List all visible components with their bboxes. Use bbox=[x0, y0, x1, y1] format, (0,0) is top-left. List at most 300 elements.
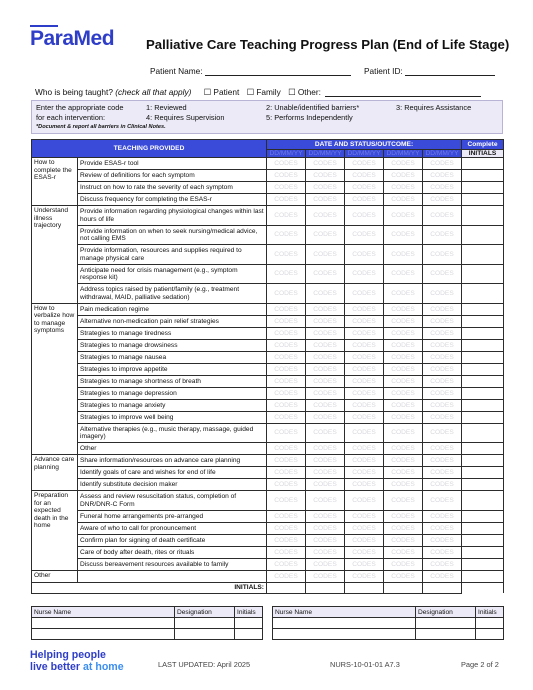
initials-entry-cell[interactable] bbox=[267, 582, 306, 593]
code-note: *Document & report all barriers in Clinical Notes. bbox=[36, 124, 166, 130]
table-row bbox=[32, 206, 504, 226]
code-entry-cell[interactable]: CODES bbox=[267, 479, 306, 491]
teaching-item: Strategies to manage tiredness bbox=[78, 327, 267, 339]
code-entry-cell[interactable]: CODES bbox=[384, 339, 423, 351]
table-row bbox=[32, 315, 504, 327]
code-entry-cell[interactable]: CODES bbox=[267, 351, 306, 363]
code-entry-cell[interactable]: CODES bbox=[345, 245, 384, 265]
code-entry-cell[interactable]: CODES bbox=[384, 351, 423, 363]
code-entry-cell[interactable]: CODES bbox=[384, 423, 423, 443]
nurse-name-cell[interactable] bbox=[32, 629, 175, 640]
code-entry-cell[interactable]: CODES bbox=[423, 479, 462, 491]
nurse-name-cell[interactable] bbox=[273, 629, 416, 640]
code-entry-cell[interactable]: CODES bbox=[384, 546, 423, 558]
teaching-item: Other bbox=[78, 443, 267, 455]
category-label: Understand illness trajectory bbox=[32, 206, 78, 304]
code-entry-cell[interactable]: CODES bbox=[345, 455, 384, 467]
code-entry-cell[interactable]: CODES bbox=[384, 245, 423, 265]
code-entry-cell[interactable]: CODES bbox=[306, 570, 345, 582]
complete-initials-cell[interactable] bbox=[462, 206, 504, 226]
empty-cell bbox=[462, 582, 504, 593]
code-entry-cell[interactable]: CODES bbox=[384, 510, 423, 522]
date-entry-header: DD/MM/YY bbox=[306, 150, 345, 158]
code-entry-cell[interactable]: CODES bbox=[306, 375, 345, 387]
code-entry-cell[interactable]: CODES bbox=[384, 387, 423, 399]
table-row bbox=[32, 327, 504, 339]
option-family-label: Family bbox=[256, 87, 281, 97]
code-entry-cell[interactable]: CODES bbox=[423, 534, 462, 546]
code-entry-cell[interactable]: CODES bbox=[306, 399, 345, 411]
code-entry-cell[interactable]: CODES bbox=[423, 351, 462, 363]
taught-hint: (check all that apply) bbox=[115, 87, 192, 97]
date-entry-header: DD/MM/YY bbox=[267, 150, 306, 158]
code-entry-cell[interactable]: CODES bbox=[384, 570, 423, 582]
patient-id-line[interactable] bbox=[405, 75, 495, 76]
code-entry-cell[interactable]: CODES bbox=[267, 303, 306, 315]
code-entry-cell[interactable]: CODES bbox=[384, 194, 423, 206]
table-row bbox=[32, 225, 504, 245]
code-entry-cell[interactable]: CODES bbox=[306, 423, 345, 443]
teaching-item: Pain medication regime bbox=[78, 303, 267, 315]
code-entry-cell[interactable]: CODES bbox=[345, 182, 384, 194]
code-entry-cell[interactable]: CODES bbox=[267, 411, 306, 423]
code-entry-cell[interactable]: CODES bbox=[423, 455, 462, 467]
teaching-item: Alternative non-medication pain relief strategies bbox=[78, 315, 267, 327]
complete-initials-cell[interactable] bbox=[462, 479, 504, 491]
code-entry-cell[interactable]: CODES bbox=[267, 225, 306, 245]
complete-initials-cell[interactable] bbox=[462, 491, 504, 511]
code-entry-cell[interactable]: CODES bbox=[306, 284, 345, 304]
teaching-item: Provide ESAS-r tool bbox=[78, 158, 267, 170]
code-entry-cell[interactable]: CODES bbox=[423, 510, 462, 522]
code-entry-cell[interactable]: CODES bbox=[423, 315, 462, 327]
teaching-item: Strategies to manage shortness of breath bbox=[78, 375, 267, 387]
designation-header: Designation bbox=[175, 607, 235, 618]
code-entry-cell[interactable]: CODES bbox=[384, 399, 423, 411]
complete-initials-cell[interactable] bbox=[462, 546, 504, 558]
complete-initials-cell[interactable] bbox=[462, 522, 504, 534]
table-row bbox=[32, 546, 504, 558]
code-entry-cell[interactable]: CODES bbox=[267, 264, 306, 284]
date-entry-header: DD/MM/YY bbox=[423, 150, 462, 158]
footer-slogan bbox=[30, 649, 124, 673]
complete-initials-cell[interactable] bbox=[462, 327, 504, 339]
code-entry-cell[interactable]: CODES bbox=[345, 375, 384, 387]
initials-header: Initials bbox=[476, 607, 504, 618]
code-entry-cell[interactable]: CODES bbox=[345, 387, 384, 399]
code-entry-cell[interactable]: CODES bbox=[267, 206, 306, 226]
code-entry-cell[interactable]: CODES bbox=[345, 443, 384, 455]
table-row bbox=[32, 351, 504, 363]
initials-cell[interactable] bbox=[476, 629, 504, 640]
code-entry-cell[interactable]: CODES bbox=[384, 522, 423, 534]
code-entry-cell[interactable]: CODES bbox=[306, 206, 345, 226]
code-entry-cell[interactable]: CODES bbox=[306, 363, 345, 375]
code-entry-cell[interactable]: CODES bbox=[345, 510, 384, 522]
initials-entry-cell[interactable] bbox=[423, 582, 462, 593]
code-entry-cell[interactable]: CODES bbox=[267, 315, 306, 327]
table-row bbox=[32, 467, 504, 479]
complete-initials-cell[interactable] bbox=[462, 455, 504, 467]
table-row bbox=[32, 411, 504, 423]
code-entry-cell[interactable]: CODES bbox=[423, 245, 462, 265]
code-entry-cell[interactable]: CODES bbox=[306, 411, 345, 423]
code-entry-cell[interactable]: CODES bbox=[267, 455, 306, 467]
complete-initials-cell[interactable] bbox=[462, 411, 504, 423]
complete-initials-cell[interactable] bbox=[462, 158, 504, 170]
code-entry-cell[interactable]: CODES bbox=[306, 467, 345, 479]
code-entry-cell[interactable]: CODES bbox=[345, 558, 384, 570]
code-entry-cell[interactable]: CODES bbox=[306, 351, 345, 363]
code-entry-cell[interactable]: CODES bbox=[306, 194, 345, 206]
code-entry-cell[interactable]: CODES bbox=[345, 339, 384, 351]
code-entry-cell[interactable]: CODES bbox=[306, 339, 345, 351]
initials-header: Initials bbox=[235, 607, 263, 618]
teaching-item: Provide information on when to seek nursing/medical advice, not calling EMS bbox=[78, 225, 267, 245]
code-entry-cell[interactable]: CODES bbox=[306, 546, 345, 558]
code-entry-cell[interactable]: CODES bbox=[384, 327, 423, 339]
code-entry-cell[interactable]: CODES bbox=[267, 363, 306, 375]
code-entry-cell[interactable]: CODES bbox=[384, 455, 423, 467]
code-intro-2: for each intervention: bbox=[36, 113, 106, 122]
code-entry-cell[interactable]: CODES bbox=[384, 225, 423, 245]
patient-name-field[interactable] bbox=[150, 66, 351, 76]
complete-initials-cell[interactable] bbox=[462, 182, 504, 194]
code-entry-cell[interactable]: CODES bbox=[384, 479, 423, 491]
code-entry-cell[interactable]: CODES bbox=[267, 339, 306, 351]
code-entry-cell[interactable]: CODES bbox=[306, 158, 345, 170]
code-entry-cell[interactable]: CODES bbox=[423, 570, 462, 582]
code-entry-cell[interactable]: CODES bbox=[306, 534, 345, 546]
code-entry-cell[interactable]: CODES bbox=[384, 303, 423, 315]
code-entry-cell[interactable]: CODES bbox=[384, 534, 423, 546]
code-entry-cell[interactable]: CODES bbox=[423, 284, 462, 304]
code-entry-cell[interactable]: CODES bbox=[423, 225, 462, 245]
code-entry-cell[interactable]: CODES bbox=[423, 399, 462, 411]
table-row bbox=[32, 510, 504, 522]
code-entry-cell[interactable]: CODES bbox=[306, 327, 345, 339]
code-entry-cell[interactable]: CODES bbox=[423, 170, 462, 182]
page-number: Page 2 of 2 bbox=[461, 660, 499, 669]
code-entry-cell[interactable]: CODES bbox=[384, 411, 423, 423]
code-entry-cell[interactable]: CODES bbox=[423, 339, 462, 351]
designation-cell[interactable] bbox=[175, 629, 235, 640]
code-entry-cell[interactable]: CODES bbox=[306, 522, 345, 534]
code-entry-cell[interactable]: CODES bbox=[306, 387, 345, 399]
code-entry-cell[interactable]: CODES bbox=[267, 182, 306, 194]
table-row bbox=[32, 303, 504, 315]
code-entry-cell[interactable]: CODES bbox=[345, 225, 384, 245]
designation-cell[interactable] bbox=[416, 618, 476, 629]
table-row bbox=[32, 245, 504, 265]
table-row bbox=[32, 284, 504, 304]
taught-question: Who is being taught? bbox=[35, 87, 113, 97]
code-entry-cell[interactable]: CODES bbox=[423, 194, 462, 206]
teaching-item: Strategies to improve well being bbox=[78, 411, 267, 423]
teaching-item: Care of body after death, rites or rituals bbox=[78, 546, 267, 558]
table-row bbox=[32, 455, 504, 467]
patient-id-label: Patient ID: bbox=[364, 66, 403, 76]
category-label: Preparation for an expected death in the home bbox=[32, 491, 78, 571]
code-entry-cell[interactable]: CODES bbox=[423, 491, 462, 511]
code-entry-cell[interactable]: CODES bbox=[306, 455, 345, 467]
nurse-name-header: Nurse Name bbox=[32, 607, 175, 618]
code-entry-cell[interactable]: CODES bbox=[423, 546, 462, 558]
complete-initials-cell[interactable] bbox=[462, 399, 504, 411]
code-entry-cell[interactable]: CODES bbox=[345, 467, 384, 479]
teaching-item: Strategies to manage depression bbox=[78, 387, 267, 399]
designation-header: Designation bbox=[416, 607, 476, 618]
code-entry-cell[interactable]: CODES bbox=[306, 245, 345, 265]
table-row bbox=[32, 264, 504, 284]
table-row bbox=[32, 522, 504, 534]
patient-name-line[interactable] bbox=[205, 75, 351, 76]
teaching-item: Funeral home arrangements pre-arranged bbox=[78, 510, 267, 522]
code-entry-cell[interactable]: CODES bbox=[384, 182, 423, 194]
designation-cell[interactable] bbox=[175, 618, 235, 629]
code-entry-cell[interactable]: CODES bbox=[306, 225, 345, 245]
initials-entry-cell[interactable] bbox=[345, 582, 384, 593]
taught-row bbox=[35, 87, 481, 97]
code-entry-cell[interactable]: CODES bbox=[267, 534, 306, 546]
other-line[interactable] bbox=[325, 96, 481, 97]
table-row bbox=[32, 491, 504, 511]
code-entry-cell[interactable]: CODES bbox=[423, 303, 462, 315]
teaching-item bbox=[78, 570, 267, 582]
option-patient-label: Patient bbox=[213, 87, 240, 97]
initials-row bbox=[32, 582, 504, 593]
complete-initials-cell[interactable] bbox=[462, 284, 504, 304]
complete-initials-cell[interactable] bbox=[462, 303, 504, 315]
code-entry-cell[interactable]: CODES bbox=[345, 284, 384, 304]
code-entry-cell[interactable]: CODES bbox=[384, 264, 423, 284]
code-entry-cell[interactable]: CODES bbox=[345, 534, 384, 546]
table-row bbox=[32, 194, 504, 206]
initials-cell[interactable] bbox=[235, 618, 263, 629]
teaching-item: Instruct on how to rate the severity of each symptom bbox=[78, 182, 267, 194]
code-entry-cell[interactable]: CODES bbox=[345, 303, 384, 315]
code-entry-cell[interactable]: CODES bbox=[345, 570, 384, 582]
code-entry-cell[interactable]: CODES bbox=[384, 467, 423, 479]
code-entry-cell[interactable]: CODES bbox=[345, 351, 384, 363]
code-entry-cell[interactable]: CODES bbox=[306, 182, 345, 194]
code-entry-cell[interactable]: CODES bbox=[384, 206, 423, 226]
code-entry-cell[interactable]: CODES bbox=[384, 375, 423, 387]
document-title: Palliative Care Teaching Progress Plan (End of Life Stage) bbox=[146, 37, 510, 52]
teaching-item: Aware of who to call for pronouncement bbox=[78, 522, 267, 534]
date-entry-header: DD/MM/YY bbox=[345, 150, 384, 158]
patient-id-field[interactable] bbox=[364, 66, 495, 76]
code-entry-cell[interactable]: CODES bbox=[345, 158, 384, 170]
code-entry-cell[interactable]: CODES bbox=[345, 491, 384, 511]
teaching-item: Discuss bereavement resources available to family bbox=[78, 558, 267, 570]
table-row bbox=[32, 443, 504, 455]
code-entry-cell[interactable]: CODES bbox=[306, 558, 345, 570]
code-entry-cell[interactable]: CODES bbox=[345, 206, 384, 226]
complete-initials-cell[interactable] bbox=[462, 443, 504, 455]
complete-header: Complete bbox=[462, 140, 504, 150]
code-entry-cell[interactable]: CODES bbox=[423, 264, 462, 284]
code-entry-cell[interactable]: CODES bbox=[345, 170, 384, 182]
code-entry-cell[interactable]: CODES bbox=[423, 522, 462, 534]
code-entry-cell[interactable]: CODES bbox=[306, 491, 345, 511]
teaching-item: Provide information regarding physiological changes within last hours of life bbox=[78, 206, 267, 226]
code-entry-cell[interactable]: CODES bbox=[306, 315, 345, 327]
category-label: How to complete the ESAS-r bbox=[32, 158, 78, 206]
code-entry-cell[interactable]: CODES bbox=[345, 399, 384, 411]
checkbox-other[interactable]: ☐ Other: bbox=[288, 87, 321, 97]
code-entry-cell[interactable]: CODES bbox=[423, 467, 462, 479]
code-entry-cell[interactable]: CODES bbox=[306, 510, 345, 522]
code-entry-cell[interactable]: CODES bbox=[384, 443, 423, 455]
code-entry-cell[interactable]: CODES bbox=[306, 479, 345, 491]
code-entry-cell[interactable]: CODES bbox=[306, 443, 345, 455]
code-entry-cell[interactable]: CODES bbox=[345, 546, 384, 558]
initials-entry-cell[interactable] bbox=[306, 582, 345, 593]
code-entry-cell[interactable]: CODES bbox=[267, 491, 306, 511]
code-entry-cell[interactable]: CODES bbox=[306, 264, 345, 284]
complete-initials-cell[interactable] bbox=[462, 467, 504, 479]
code-entry-cell[interactable]: CODES bbox=[384, 170, 423, 182]
code-1: 1: Reviewed bbox=[146, 103, 187, 112]
complete-initials-cell[interactable] bbox=[462, 387, 504, 399]
code-entry-cell[interactable]: CODES bbox=[423, 443, 462, 455]
code-entry-cell[interactable]: CODES bbox=[423, 158, 462, 170]
table-row bbox=[32, 363, 504, 375]
table-row bbox=[32, 375, 504, 387]
table-row bbox=[32, 339, 504, 351]
teaching-item: Strategies to manage drowsiness bbox=[78, 339, 267, 351]
code-entry-cell[interactable]: CODES bbox=[267, 423, 306, 443]
code-entry-cell[interactable]: CODES bbox=[384, 158, 423, 170]
last-updated: LAST UPDATED: April 2025 bbox=[158, 660, 251, 669]
code-entry-cell[interactable]: CODES bbox=[423, 558, 462, 570]
initials-entry-cell[interactable] bbox=[384, 582, 423, 593]
code-entry-cell[interactable]: CODES bbox=[423, 411, 462, 423]
complete-initials-cell[interactable] bbox=[462, 315, 504, 327]
teaching-item: Review of definitions for each symptom bbox=[78, 170, 267, 182]
code-entry-cell[interactable]: CODES bbox=[306, 170, 345, 182]
complete-initials-cell[interactable] bbox=[462, 570, 504, 582]
checkbox-family[interactable]: ☐ Family bbox=[246, 87, 281, 97]
complete-initials-cell[interactable] bbox=[462, 245, 504, 265]
teaching-item: Strategies to manage nausea bbox=[78, 351, 267, 363]
complete-initials-cell[interactable] bbox=[462, 339, 504, 351]
table-row bbox=[32, 558, 504, 570]
nurse-name-cell[interactable] bbox=[273, 618, 416, 629]
nurse-name-header: Nurse Name bbox=[273, 607, 416, 618]
code-entry-cell[interactable]: CODES bbox=[267, 467, 306, 479]
code-entry-cell[interactable]: CODES bbox=[384, 284, 423, 304]
checkbox-patient[interactable]: ☐ Patient bbox=[203, 87, 240, 97]
code-entry-cell[interactable]: CODES bbox=[345, 363, 384, 375]
table-row bbox=[32, 479, 504, 491]
code-entry-cell[interactable]: CODES bbox=[384, 315, 423, 327]
teaching-item: Share information/resources on advance care planning bbox=[78, 455, 267, 467]
code-entry-cell[interactable]: CODES bbox=[423, 363, 462, 375]
code-entry-cell[interactable]: CODES bbox=[267, 194, 306, 206]
complete-initials-cell[interactable] bbox=[462, 170, 504, 182]
code-entry-cell[interactable]: CODES bbox=[345, 315, 384, 327]
patient-name-label: Patient Name: bbox=[150, 66, 203, 76]
initials-cell[interactable] bbox=[235, 629, 263, 640]
code-entry-cell[interactable]: CODES bbox=[306, 303, 345, 315]
code-entry-cell[interactable]: CODES bbox=[267, 284, 306, 304]
code-entry-cell[interactable]: CODES bbox=[384, 558, 423, 570]
code-entry-cell[interactable]: CODES bbox=[423, 423, 462, 443]
table-row bbox=[32, 170, 504, 182]
complete-initials-cell[interactable] bbox=[462, 558, 504, 570]
code-entry-cell[interactable]: CODES bbox=[267, 387, 306, 399]
designation-cell[interactable] bbox=[416, 629, 476, 640]
code-entry-cell[interactable]: CODES bbox=[423, 375, 462, 387]
code-entry-cell[interactable]: CODES bbox=[423, 387, 462, 399]
code-entry-cell[interactable]: CODES bbox=[423, 327, 462, 339]
teaching-item: Confirm plan for signing of death certificate bbox=[78, 534, 267, 546]
code-entry-cell[interactable]: CODES bbox=[267, 522, 306, 534]
code-entry-cell[interactable]: CODES bbox=[267, 375, 306, 387]
complete-initials-cell[interactable] bbox=[462, 423, 504, 443]
code-entry-cell[interactable]: CODES bbox=[423, 206, 462, 226]
teaching-table bbox=[31, 139, 504, 594]
code-entry-cell[interactable]: CODES bbox=[384, 363, 423, 375]
code-entry-cell[interactable]: CODES bbox=[345, 411, 384, 423]
code-entry-cell[interactable]: CODES bbox=[345, 479, 384, 491]
complete-initials-cell[interactable] bbox=[462, 194, 504, 206]
company-logo: ParaMed bbox=[30, 27, 115, 50]
complete-initials-cell[interactable] bbox=[462, 225, 504, 245]
code-entry-cell[interactable]: CODES bbox=[267, 558, 306, 570]
code-entry-cell[interactable]: CODES bbox=[267, 510, 306, 522]
code-entry-cell[interactable]: CODES bbox=[267, 170, 306, 182]
complete-initials-cell[interactable] bbox=[462, 375, 504, 387]
code-entry-cell[interactable]: CODES bbox=[267, 570, 306, 582]
code-entry-cell[interactable]: CODES bbox=[345, 423, 384, 443]
nurse-name-cell[interactable] bbox=[32, 618, 175, 629]
initials-cell[interactable] bbox=[476, 618, 504, 629]
category-label: Other bbox=[32, 570, 78, 582]
code-entry-cell[interactable]: CODES bbox=[345, 194, 384, 206]
complete-initials-cell[interactable] bbox=[462, 351, 504, 363]
code-entry-cell[interactable]: CODES bbox=[423, 182, 462, 194]
code-entry-cell[interactable]: CODES bbox=[267, 327, 306, 339]
slogan-line-2a: live better bbox=[30, 661, 81, 674]
code-entry-cell[interactable]: CODES bbox=[267, 245, 306, 265]
code-entry-cell[interactable]: CODES bbox=[267, 399, 306, 411]
code-entry-cell[interactable]: CODES bbox=[384, 491, 423, 511]
complete-initials-cell[interactable] bbox=[462, 510, 504, 522]
code-entry-cell[interactable]: CODES bbox=[345, 522, 384, 534]
code-entry-cell[interactable]: CODES bbox=[345, 327, 384, 339]
signature-table-left bbox=[31, 606, 263, 640]
initials-row-label: INITIALS: bbox=[32, 582, 267, 593]
table-row bbox=[32, 158, 504, 170]
complete-initials-cell[interactable] bbox=[462, 534, 504, 546]
teaching-item: Assess and review resuscitation status, completion of DNR/DNR-C Form bbox=[78, 491, 267, 511]
complete-initials-cell[interactable] bbox=[462, 264, 504, 284]
code-entry-cell[interactable]: CODES bbox=[345, 264, 384, 284]
code-legend bbox=[31, 100, 503, 134]
complete-initials-cell[interactable] bbox=[462, 363, 504, 375]
code-entry-cell[interactable]: CODES bbox=[267, 443, 306, 455]
code-3: 3: Requires Assistance bbox=[396, 103, 472, 112]
code-entry-cell[interactable]: CODES bbox=[267, 546, 306, 558]
teaching-provided-header: TEACHING PROVIDED bbox=[32, 140, 267, 158]
code-5: 5: Performs Independently bbox=[266, 113, 353, 122]
teaching-item: Provide information, resources and supplies required to manage physical care bbox=[78, 245, 267, 265]
code-entry-cell[interactable]: CODES bbox=[267, 158, 306, 170]
initials-subheader: INITIALS bbox=[462, 150, 504, 158]
